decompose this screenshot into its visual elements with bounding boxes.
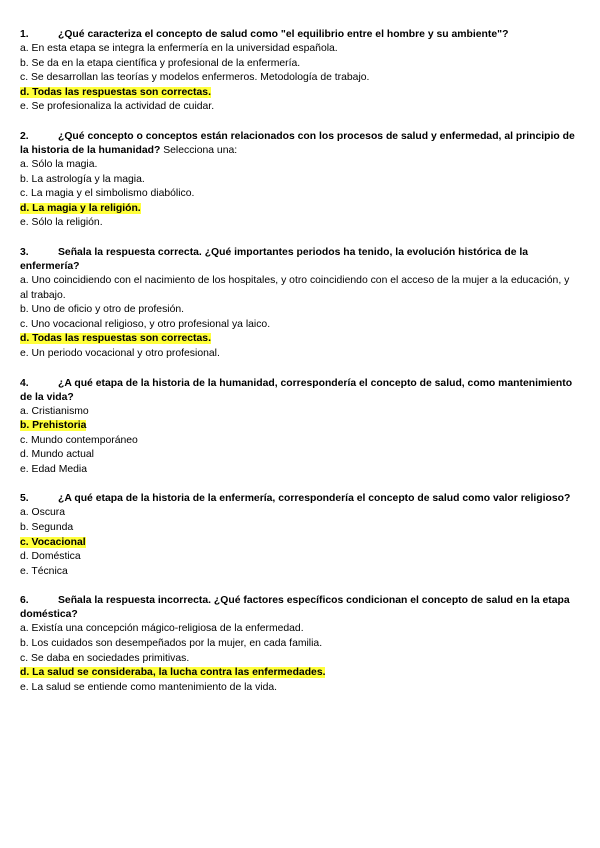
option-text: a. Existía una concepción mágico-religiosa de la enfermedad. — [20, 623, 304, 635]
option-text: b. Se da en la etapa científica y profesional de la enfermería. — [20, 57, 301, 69]
question-text: ¿A qué etapa de la historia de la enfermería, correspondería el concepto de salud como valor religioso? — [58, 493, 571, 505]
question-text: ¿A qué etapa de la historia de la humanidad, correspondería el concepto de salud, como mantenimiento de la vida? — [20, 377, 573, 403]
option-text: b. Uno de oficio y otro de profesión. — [20, 304, 185, 316]
highlighted-answer: d. Todas las respuestas son correctas. — [20, 86, 211, 98]
question-heading — [20, 492, 580, 506]
option-b — [20, 57, 580, 72]
option-text: e. Sólo la religión. — [20, 217, 103, 229]
option-d — [20, 448, 580, 463]
option-text: c. Se daba en sociedades primitivas. — [20, 652, 190, 664]
option-b — [20, 637, 580, 652]
option-text: c. Se desarrollan las teorías y modelos enfermeros. Metodología de trabajo. — [20, 72, 370, 84]
question-4 — [20, 377, 580, 478]
option-b — [20, 173, 580, 188]
option-b — [20, 521, 580, 536]
question-1 — [20, 28, 580, 115]
option-text: b. Segunda — [20, 522, 74, 534]
question-3 — [20, 246, 580, 362]
option-a — [20, 506, 580, 521]
option-text: c. La magia y el simbolismo diabólico. — [20, 188, 195, 200]
option-text: e. Edad Media — [20, 463, 88, 475]
option-a — [20, 274, 580, 303]
option-a — [20, 622, 580, 637]
option-d-correct — [20, 86, 580, 101]
highlighted-answer: d. La magia y la religión. — [20, 202, 141, 214]
question-5 — [20, 492, 580, 579]
question-number: 2. — [20, 130, 29, 142]
option-e — [20, 565, 580, 580]
highlighted-answer: c. Vocacional — [20, 536, 86, 548]
option-b — [20, 303, 580, 318]
highlighted-answer: d. La salud se consideraba, la lucha contra las enfermedades. — [20, 667, 326, 679]
question-number: 6. — [20, 595, 29, 607]
question-text: Señala la respuesta incorrecta. ¿Qué factores específicos condicionan el concepto de salud en la etapa doméstica? — [20, 595, 570, 621]
question-text: ¿Qué concepto o conceptos están relacionados con los procesos de salud y enfermedad, al principio de la historia de la humanidad? — [20, 130, 575, 156]
question-number: 4. — [20, 377, 29, 389]
option-text: d. Doméstica — [20, 551, 81, 563]
option-text: c. Uno vocacional religioso, y otro profesional ya laico. — [20, 318, 271, 330]
question-instruction: Selecciona una: — [160, 144, 238, 156]
option-text: c. Mundo contemporáneo — [20, 434, 138, 446]
question-heading — [20, 377, 580, 405]
option-e — [20, 681, 580, 696]
option-text: a. Sólo la magia. — [20, 158, 98, 170]
option-c — [20, 71, 580, 86]
option-c-correct — [20, 536, 580, 551]
option-text: b. Los cuidados son desempeñados por la mujer, en cada familia. — [20, 638, 323, 650]
option-b-correct — [20, 419, 580, 434]
option-text: a. En esta etapa se integra la enfermería en la universidad española. — [20, 43, 338, 54]
option-e — [20, 216, 580, 231]
option-d-correct — [20, 202, 580, 217]
option-d-correct — [20, 332, 580, 347]
option-e — [20, 463, 580, 478]
option-text: e. Se profesionaliza la actividad de cuidar. — [20, 101, 215, 113]
option-c — [20, 318, 580, 333]
option-text: a. Uno coincidiendo con el nacimiento de los hospitales, y otro coincidiendo con el acceso de la mujer a la educación, y al trabajo. — [20, 274, 570, 301]
question-heading — [20, 246, 580, 274]
option-a — [20, 405, 580, 420]
question-heading — [20, 130, 580, 158]
option-d-correct — [20, 666, 580, 681]
highlighted-answer: d. Todas las respuestas son correctas. — [20, 333, 211, 345]
option-text: a. Oscura — [20, 507, 66, 519]
option-text: b. La astrología y la magia. — [20, 173, 145, 185]
option-e — [20, 347, 580, 362]
option-c — [20, 652, 580, 667]
option-c — [20, 434, 580, 449]
option-text: d. Mundo actual — [20, 449, 94, 461]
option-c — [20, 187, 580, 202]
option-text: a. Cristianismo — [20, 405, 89, 417]
option-d — [20, 550, 580, 565]
option-text: e. Técnica — [20, 565, 68, 577]
option-text: e. Un periodo vocacional y otro profesional. — [20, 347, 220, 359]
question-text: Señala la respuesta correcta. ¿Qué importantes periodos ha tenido, la evolución histórica de la enfermería? — [20, 246, 529, 272]
question-number: 1. — [20, 29, 29, 40]
option-a — [20, 42, 580, 57]
option-text: e. La salud se entiende como mantenimiento de la vida. — [20, 681, 278, 693]
question-heading — [20, 28, 580, 42]
option-a — [20, 158, 580, 173]
question-heading — [20, 594, 580, 622]
question-text: ¿Qué caracteriza el concepto de salud como "el equilibrio entre el hombre y su ambiente"? — [58, 29, 509, 40]
question-number: 5. — [20, 493, 29, 505]
question-2 — [20, 130, 580, 231]
question-6 — [20, 594, 580, 695]
option-e — [20, 100, 580, 115]
highlighted-answer: b. Prehistoria — [20, 420, 87, 432]
question-number: 3. — [20, 246, 29, 258]
